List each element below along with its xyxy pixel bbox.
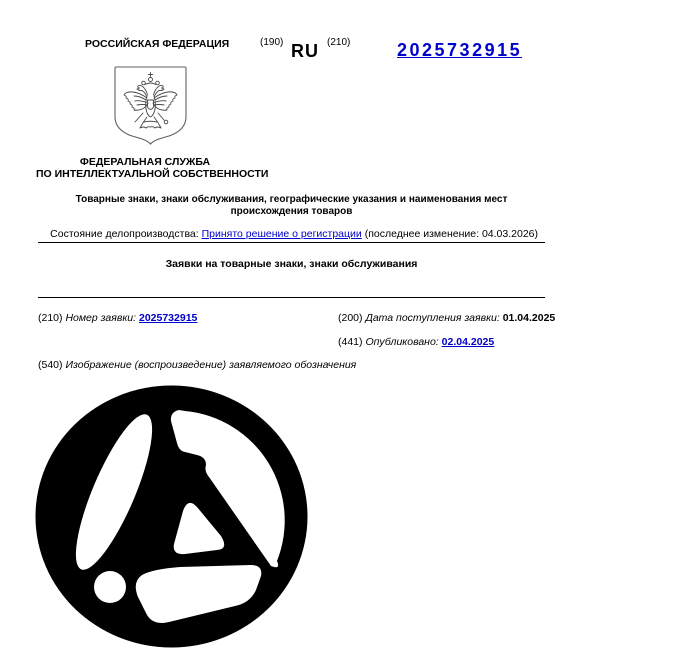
agency-name [36,156,269,180]
application-number-label: Номер заявки: [65,312,137,324]
application-number-row [38,312,197,324]
status-label: Состояние делопроизводства: [50,228,199,240]
inid-code-210-row: (210) [38,312,63,324]
russia-coat-of-arms-icon [113,65,188,145]
status-line [38,228,538,240]
trademark-image [35,385,308,648]
inid-code-210: (210) [327,37,351,48]
filing-date-label: Дата поступления заявки: [365,312,500,324]
application-number-value-link[interactable]: 2025732915 [138,312,198,324]
publication-row [338,336,494,348]
filing-date-value: 01.04.2025 [502,312,556,324]
status-last-change: (последнее изменение: 04.03.2026) [364,228,538,240]
divider-top [38,242,545,243]
subsection-title: Заявки на товарные знаки, знаки обслуживания [165,258,418,270]
inid-code-540: (540) [38,359,63,371]
inid-code-190: (190) [260,37,284,48]
inid-code-200: (200) [338,312,363,324]
application-number-link[interactable]: 2025732915 [397,40,523,60]
divider-fields [38,297,545,298]
mark-image-caption: Изображение (воспроизведение) заявляемого обозначения [65,359,357,371]
agency-name-line1: ФЕДЕРАЛЬНАЯ СЛУЖБА [79,156,211,168]
status-decision-link[interactable]: Принято решение о регистрации [201,228,362,240]
register-category-title: Товарные знаки, знаки обслуживания, географические указания и наименования мест происхождения товаров [75,194,508,217]
mark-image-caption-row [38,359,356,371]
publication-label: Опубликовано: [365,336,439,348]
inid-code-441: (441) [338,336,363,348]
filing-date-row [338,312,555,324]
agency-name-line2: ПО ИНТЕЛЛЕКТУАЛЬНОЙ СОБСТВЕННОСТИ [36,167,269,180]
country-code: RU [291,41,319,61]
publication-date-link[interactable]: 02.04.2025 [441,336,495,348]
country-name: РОССИЙСКАЯ ФЕДЕРАЦИЯ [85,38,230,50]
